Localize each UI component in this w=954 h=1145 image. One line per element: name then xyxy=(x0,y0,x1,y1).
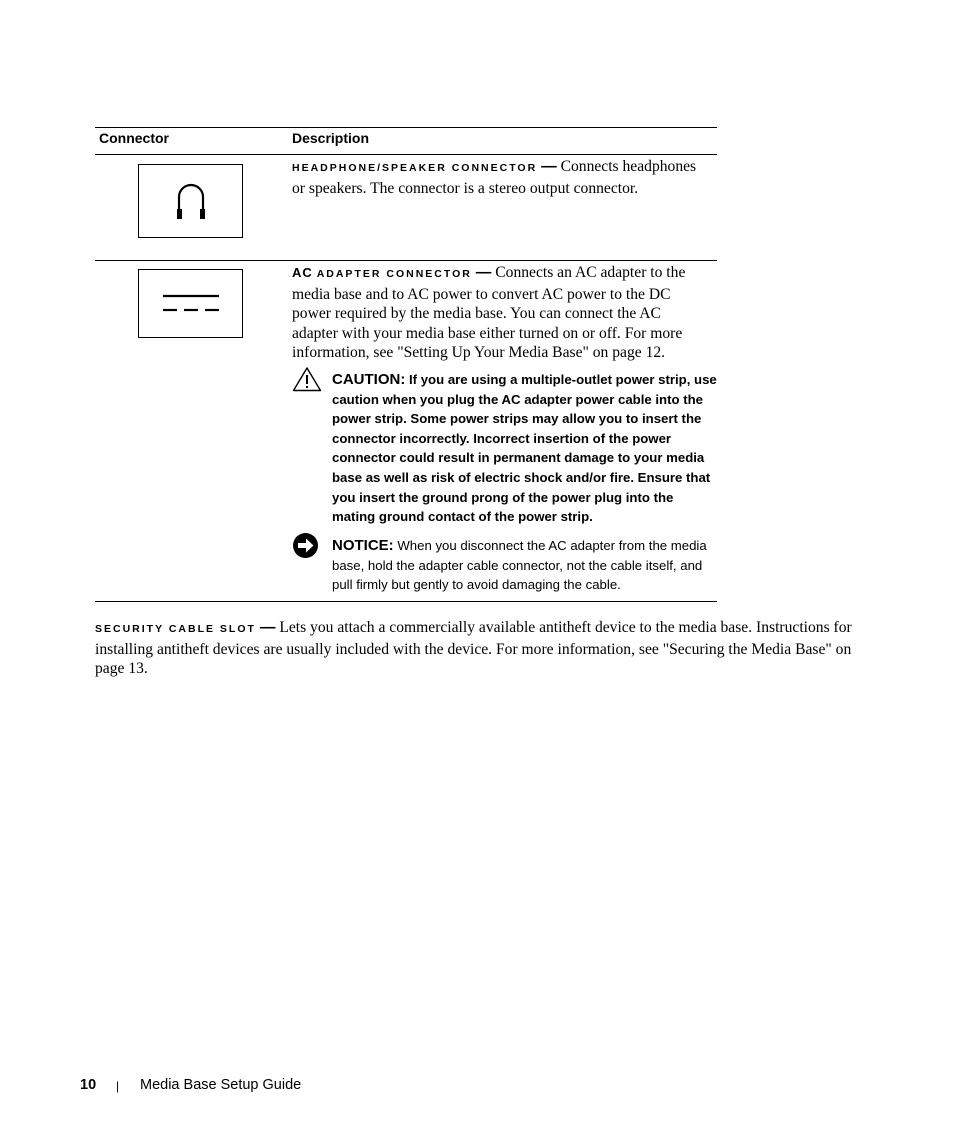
table-header-rule xyxy=(95,154,717,155)
headphone-connector-label: HEADPHONE/SPEAKER CONNECTOR xyxy=(292,162,538,174)
caution-label: CAUTION: xyxy=(332,371,406,388)
notice-text: When you disconnect the AC adapter from the media base, hold the adapter cable connector, not the cable itself, and pull firmly but gently to avoid damaging the cable. xyxy=(332,538,707,593)
headphone-icon xyxy=(139,165,241,236)
caution-text: If you are using a multiple-outlet power strip, use caution when you plug the AC adapter power cable into the power strip. Some power strips may allow you to insert the connector incorrectly. Incorrect insertion of the power connector could result in permanent damage to your media base as well as risk of electric shock and/or fire. Ensure that you insert the ground prong of the power plug into the mating ground contact of the power strip. xyxy=(332,372,717,525)
notice-label: NOTICE: xyxy=(332,537,394,554)
caution-note xyxy=(332,370,717,527)
em-dash: — xyxy=(475,264,492,281)
table-bottom-rule xyxy=(95,601,717,602)
notice-arrow-icon xyxy=(292,532,319,559)
table-top-rule xyxy=(95,127,717,128)
security-cable-slot-label: SECURITY CABLE SLOT xyxy=(95,623,256,635)
ac-adapter-text: Connects an AC adapter to the media base and to AC power to convert AC power to the DC power required by the media base. You can connect the AC adapter with your media base either turned on or off. For more information, see "Setting Up Your Media Base" on page 12. xyxy=(292,264,686,361)
footer-separator: | xyxy=(116,1079,120,1093)
em-dash: — xyxy=(541,158,557,175)
dc-power-icon xyxy=(139,270,241,336)
ac-adapter-label: ADAPTER CONNECTOR xyxy=(316,268,472,280)
row-divider xyxy=(95,260,717,261)
em-dash: — xyxy=(259,619,276,636)
column-header-connector: Connector xyxy=(99,130,169,146)
security-cable-slot-paragraph xyxy=(95,618,860,679)
notice-note xyxy=(332,536,717,595)
headphone-connector-image xyxy=(138,164,243,238)
ac-adapter-description xyxy=(292,263,708,363)
security-cable-slot-text: Lets you attach a commercially available antitheft device to the media base. Instructions for installing antitheft devices are usually included with the device. For more information, see "Securing the Media Base" on page 13. xyxy=(95,619,852,677)
ac-adapter-connector-image xyxy=(138,269,243,338)
column-header-description: Description xyxy=(292,130,370,146)
footer-title: Media Base Setup Guide xyxy=(140,1077,302,1093)
headphone-connector-text: Connects headphones or speakers. The connector is a stereo output connector. xyxy=(292,158,697,197)
page-number: 10 xyxy=(80,1077,97,1093)
headphone-connector-description xyxy=(292,157,708,198)
ac-adapter-label-ac: AC xyxy=(292,265,313,280)
warning-triangle-icon xyxy=(292,366,322,392)
